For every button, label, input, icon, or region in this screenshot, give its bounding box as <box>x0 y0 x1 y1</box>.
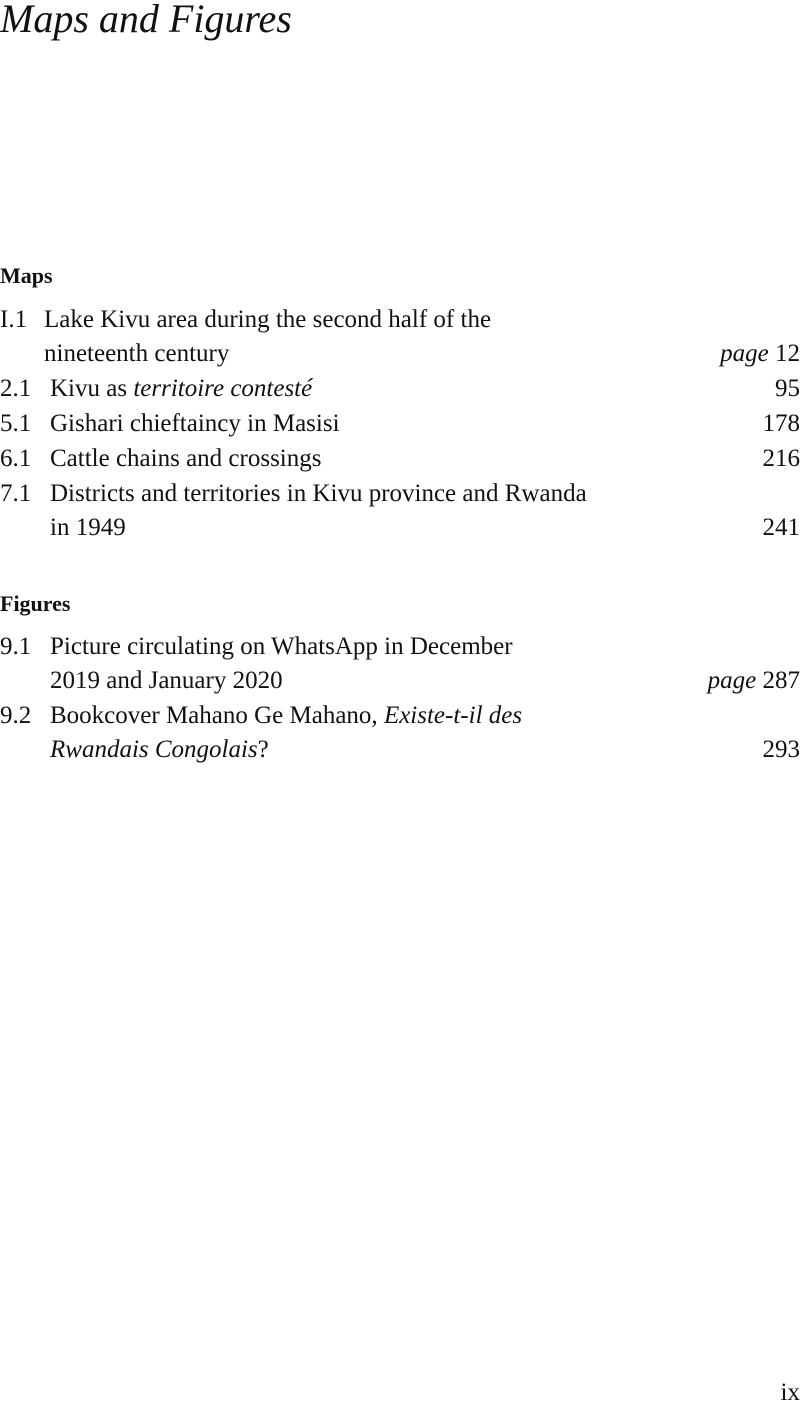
entry-page <box>708 664 800 698</box>
entry-number: 6.1 <box>0 442 31 476</box>
entry-number: 5.1 <box>0 407 31 441</box>
page-number: 287 <box>763 667 800 694</box>
section-heading-figures: Figures <box>0 590 70 618</box>
page-title: Maps and Figures <box>0 0 292 44</box>
page-number: 95 <box>775 372 800 406</box>
entry-number: I.1 <box>0 303 27 337</box>
entry-title: Gishari chieftaincy in Masisi <box>50 407 340 441</box>
entry-number: 9.1 <box>0 630 31 664</box>
entry-title-continued: 2019 and January 2020 <box>50 664 283 698</box>
page-label: page <box>708 667 757 694</box>
entry-title: Districts and territories in Kivu province and Rwanda <box>50 477 587 511</box>
entry-title-italic: Rwandais Congolais <box>50 736 258 763</box>
toc-entry-map-5-1[interactable] <box>0 407 800 441</box>
entry-title-continued <box>50 733 269 767</box>
toc-entry-map-6-1[interactable] <box>0 442 800 476</box>
folio-page-number: ix <box>781 1378 800 1408</box>
toc-entry-map-7-1[interactable] <box>0 477 800 545</box>
entry-title-suffix: ? <box>258 736 269 763</box>
toc-entry-figure-9-1[interactable] <box>0 630 800 698</box>
entry-title-continued: in 1949 <box>50 511 126 545</box>
entry-title-continued: nineteenth century <box>44 337 229 371</box>
page-number: 293 <box>763 733 800 767</box>
entry-number: 9.2 <box>0 699 31 733</box>
entry-title: Picture circulating on WhatsApp in December <box>50 630 513 664</box>
toc-entry-map-i1[interactable] <box>0 303 800 371</box>
entry-title <box>50 699 522 733</box>
page-number: 178 <box>763 407 800 441</box>
section-heading-maps: Maps <box>0 262 53 290</box>
page-number: 216 <box>763 442 800 476</box>
entry-number: 7.1 <box>0 477 31 511</box>
page-number: 12 <box>775 340 800 367</box>
entry-title <box>50 372 312 406</box>
entry-title: Cattle chains and crossings <box>50 442 321 476</box>
entry-page <box>720 337 800 371</box>
entry-number: 2.1 <box>0 372 31 406</box>
toc-entry-map-2-1[interactable] <box>0 372 800 406</box>
toc-entry-figure-9-2[interactable] <box>0 699 800 767</box>
entry-title: Lake Kivu area during the second half of the <box>44 303 491 337</box>
entry-title-prefix: Bookcover Mahano Ge Mahano, <box>50 702 384 729</box>
page-number: 241 <box>763 511 800 545</box>
entry-title-italic: territoire contesté <box>133 375 312 402</box>
entry-title-prefix: Kivu as <box>50 375 133 402</box>
entry-title-italic: Existe-t-il des <box>384 702 522 729</box>
page-label: page <box>720 340 769 367</box>
